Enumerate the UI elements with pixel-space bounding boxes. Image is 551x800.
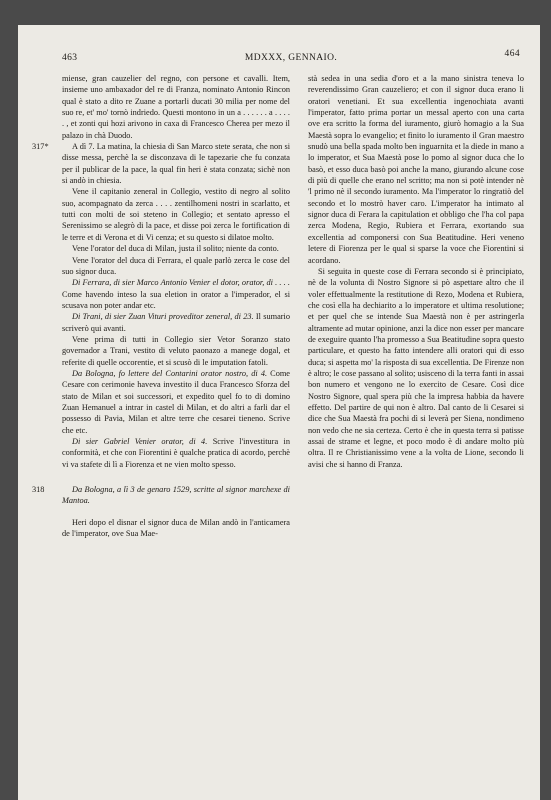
paragraph (62, 368, 290, 436)
spacer (62, 507, 290, 517)
paragraph-text: Scrive l'investitura in conformità, et che con Fiorentini è qualche pratica di acordo, perchè vi va stafete di lì a Fiorenza et ne vien molto spesso. (62, 437, 290, 469)
paragraph: Vene l'orator del duca di Ferrara, el quale parlò zerca le cose del suo signor duca. (62, 255, 290, 276)
left-column (32, 73, 290, 539)
letter-source: Di sier Gabriel Venier orator, di 4. (72, 437, 208, 446)
paragraph (62, 311, 290, 334)
running-title: MDXXX, GENNAIO. (244, 53, 338, 63)
right-column (308, 73, 524, 470)
paragraph: stà sedea in una sedia d'oro et a la mano sinistra teneva lo reverendissimo Gran cauzeliero; et con il signor duca erano li oratori venetiani. Et sua excellentia ingenochiata avanti l'imperator, fatto prima portar un messal aperto con una carta ove era scritto la forma del iuramento, giurò homagio a la Sua Maestà sopra lo evangelio; et finito lo iuramento il Gran maestro snudò una bella spada molto ben inguarnita et la diede in mano a lo imperator, et Sua Maestà pose lo pomo al signor duca che lo basò, et esso duca basò poi anche la mano, giurando alcune cose di più di quelle che erano nel scritto; ma non si potè intender nè 'l primo nè il secondo iuramento. Ma l'imperator lo ringratiò del secondo et lo mostrò haver caro. L'imperator ha intimato al signor duca di Ferara la capitulation et obbligo che l'ha col papa zerca Modena, Regio, Rubiera et Ferrara, exortando sua excellentia ad componersi con Sua Beatitudine. Heri veneno letere di Fiorenza per le qual si sparse la voce che Fiorentini si acordano. (308, 74, 524, 265)
page-header (62, 49, 520, 67)
paragraph (62, 141, 290, 186)
paragraph: Vene il capitanio zeneral in Collegio, vestito di negro al solito suo, acompagnato da zerca . . . . zentilhomeni nostri in scarlatto, et tutti con molti de soi steteno in Collegio; et sentato apresso el Serenissimo se alegrò di la pace, et disse poi zerca le fortification di le terre et di Verona et di Vi cenza; et su questo si dilatoe molto. (62, 187, 290, 242)
margin-number: 317* (32, 142, 49, 152)
letter-heading: Da Bologna, a lì 3 de genaro 1529, scritte al signor marchexe di Mantoa. (62, 485, 290, 506)
page-number-right: 464 (504, 49, 520, 59)
section-318 (32, 484, 290, 507)
paragraph (62, 277, 290, 311)
paragraph-text: Come havendo inteso la sua eletion in orator a l'imperador, el si scusava non poter andar etc. (62, 289, 290, 310)
book-page (18, 25, 540, 800)
paragraph: miense, gran cauzelier del regno, con persone et cavalli. Item, insieme uno ambaxador del re di Franza, nominato Antonio Rincon qual è stato a dito re Zuane a portarli ducati 30 milia per nome del suo re, et' mo' tornò indriedo. Questi montono in un a . . . . . . a . . . . . , et zonti qui hozi arivono in caxa di Francesco Cherea per mezo il palazo in chà Duodo. (62, 74, 290, 140)
section-317 (32, 141, 290, 186)
paragraph-text: Il sumario scriverò qui avanti. (62, 312, 290, 333)
paragraph-text: Come Cesare con cerimonie haveva investito il duca Francesco Sforza del stato de Milan et soi successori, et expedito quel fo to di domino Zuan Hemanuel a intrar in castel di Milan, et do altri a farli dar el possesso di Pavia, Milan et altre terre che cesarei tieneno. Scrive che etc. (62, 368, 290, 435)
letter-source: Di Trani, di sier Zuan Vituri proveditor zeneral, di 23. (72, 312, 254, 322)
page-number-left: 463 (62, 53, 78, 63)
spacer (62, 470, 290, 480)
letter-source: Da Bologna, fo lettere del Contarini orator nostro, di 4. (72, 368, 268, 378)
margin-number: 318 (32, 485, 45, 495)
letter-source: Di Ferrara, di sier Marco Antonio Venier el dotor, orator, di . . . . (72, 278, 290, 288)
paragraph-text: A dì 7. La matina, la chiesia di San Marco stete serata, che non si disse messa, perchè la se disconzava di le tapezarie che fu conzata per il publicar de la pace, la qual fin heri è stata conzata; sichè non si andò in chiesia. (62, 142, 290, 186)
paragraph: Si seguita in queste cose di Ferrara secondo si è principiato, nè de la volunta di Nostro Signore si pò aspettare altro che il voler effettualmente la restitutione di Rezo, Modena et Rubiera, che così ella ha dechiarito a lo imperatore et ultima resolutione; et per quel che se intende Sua Maestà non è per astringerla altramente ad mutar opinione, anzi la dice non esser per mancare de exeguire quanto l'ha promesso a Sua Beatitudine sopra questo particulare, et questo ha fatto intendere alli oratori qui di esso duca; si aspetta mo' la risposta di sua excellentia. De Firenze non è altro; le cose passano al solito; usisceno di la terra fanti in assai bon numero et vengono ne lo exercito de Cesare. Così dice Nostro Signore, qual spera più che la impresa habbia da havere effetto. Del partire de qui non è altro. Dal canto de li Cesarei si dice che Sua Maestà fra pochi dì si leverà per Siena, nondimeno non vedo che ne sia certeza. Certo è che in questa terra si patisse assai de strame et legne, et poco modo è di andare molto più oltra. Il re Christianissimo vene a la volta de Lione, secondo li avisi che si hanno di Franza. (308, 266, 524, 469)
paragraph (62, 436, 290, 470)
paragraph: Vene l'orator del duca di Milan, justa il solito; niente da conto. (72, 244, 279, 254)
paragraph: Heri dopo el disnar el signor duca de Milan andò in l'anticamera de l'imperator, ove Sua Mae- (62, 517, 290, 539)
paragraph: Vene prima di tutti in Collegio sier Vetor Soranzo stato governador a Trani, vestito di veluto paonazo a manege dogal, et referite di quelle occorentie, et si scusò di le imputation fatoli. (62, 334, 290, 367)
